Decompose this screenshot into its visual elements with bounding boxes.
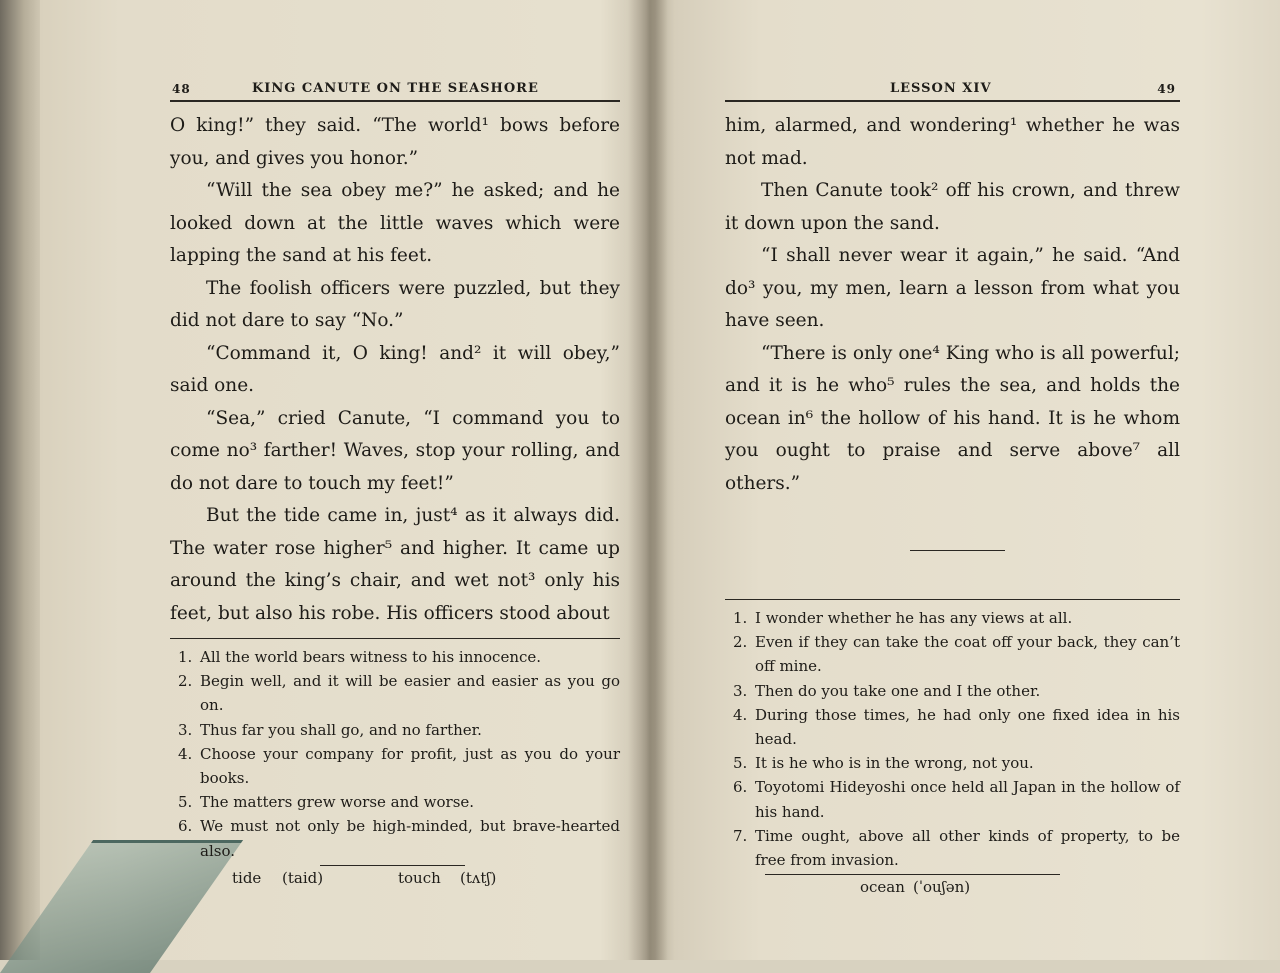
footnote-text: Toyotomi Hideyoshi once held all Japan in the hollow of his hand.	[755, 778, 1180, 821]
vocab-divider	[320, 865, 465, 866]
vocab-pronunciation: (ˈouʃən)	[913, 878, 971, 897]
vocab-word: tide	[232, 868, 262, 887]
footnote-text: Then do you take one and I the other.	[755, 681, 1041, 700]
right-vocabulary	[725, 878, 1180, 902]
footnote	[733, 703, 1180, 751]
book-cover-edge	[0, 0, 40, 960]
right-running-head	[725, 70, 1180, 102]
section-end-rule	[910, 550, 1005, 551]
footnote	[733, 630, 1180, 678]
right-page-number: 49	[1157, 82, 1176, 96]
footnote-number: 1.	[733, 609, 748, 627]
paragraph: “Sea,” cried Canute, “I command you to come no³ farther! Waves, stop your rolling, and do not dare to touch my feet!”	[170, 407, 620, 494]
footnote	[733, 751, 1180, 775]
left-running-head	[170, 70, 620, 102]
footnote-text: During those times, he had only one fixed idea in his head.	[755, 705, 1180, 749]
paragraph: But the tide came in, just⁴ as it always did. The water rose higher⁵ and higher. It came up around the king’s chair, and wet not³ only his feet, but also his robe. His officers stood about	[170, 505, 620, 624]
paragraph: “There is only one⁴ King who is all powerful; and it is he who⁵ rules the sea, and holds the ocean in⁶ the hollow of his hand. It is he whom you ought to praise and serve above⁷ all others.”	[725, 342, 1180, 494]
footnote	[178, 645, 620, 669]
right-body-text	[725, 110, 1180, 500]
footnote	[178, 742, 620, 790]
vocab-pronunciation: (tʌtʃ)	[460, 868, 497, 887]
footnote-text: The matters grew worse and worse.	[200, 793, 475, 812]
footnote	[178, 669, 620, 717]
footnote-text: Even if they can take the coat off your back, they can’t off mine.	[755, 633, 1180, 676]
footnote-number: 5.	[733, 754, 748, 773]
footnote-text: All the world bears witness to his innocence.	[200, 648, 542, 666]
footnote	[733, 606, 1180, 630]
left-vocabulary	[170, 869, 620, 893]
book-gutter	[628, 0, 668, 960]
footnote-divider	[170, 638, 620, 639]
footnote-number: 3.	[733, 681, 748, 700]
footnote-text: Thus far you shall go, and no farther.	[200, 720, 482, 739]
footnote-text: Choose your company for profit, just as you do your books.	[200, 744, 620, 788]
footnote-divider	[725, 599, 1180, 600]
footnote	[178, 718, 620, 742]
left-page	[170, 70, 620, 893]
right-page	[725, 70, 1180, 902]
footnote-number: 6.	[733, 778, 748, 797]
footnote	[733, 824, 1180, 872]
footnote-number: 2.	[178, 672, 193, 691]
right-footnotes	[725, 606, 1180, 872]
footnote-text: Begin well, and it will be easier and easier as you go on.	[200, 672, 620, 715]
paragraph: “Command it, O king! and² it will obey,” said one.	[170, 342, 620, 396]
footnote-number: 4.	[733, 705, 748, 724]
footnote-text: I wonder whether he has any views at all.	[755, 609, 1073, 627]
vocab-pronunciation: (taid)	[282, 868, 324, 887]
footnote-number: 7.	[733, 826, 748, 845]
left-body-text	[170, 110, 620, 630]
footnote-number: 1.	[178, 648, 193, 666]
paragraph: O king!” they said. “The world¹ bows before you, and gives you honor.”	[170, 115, 620, 169]
footnote-text: It is he who is in the wrong, not you.	[755, 754, 1034, 773]
vocab-word: ocean	[860, 878, 905, 897]
footnote	[178, 814, 620, 862]
paragraph: “Will the sea obey me?” he asked; and he looked down at the little waves which were lapping the sand at his feet.	[170, 180, 620, 266]
footnote	[178, 790, 620, 814]
footnote	[733, 775, 1180, 823]
paragraph: “I shall never wear it again,” he said. “And do³ you, my men, learn a lesson from what you have seen.	[725, 245, 1180, 331]
paragraph: The foolish officers were puzzled, but they did not dare to say “No.”	[170, 277, 620, 331]
footnote-text: We must not only be high-minded, but brave-hearted also.	[200, 817, 620, 860]
left-footnotes	[170, 645, 620, 863]
paragraph: Then Canute took² off his crown, and threw it down upon the sand.	[725, 180, 1180, 234]
footnote-number: 4.	[178, 744, 193, 763]
paragraph: him, alarmed, and wondering¹ whether he was not mad.	[725, 115, 1180, 169]
left-head-title: KING CANUTE ON THE SEASHORE	[252, 81, 539, 96]
footnote-number: 6.	[178, 817, 193, 836]
vocab-word: touch	[398, 868, 441, 887]
footnote-text: Time ought, above all other kinds of property, to be free from invasion.	[755, 826, 1180, 870]
footnote-number: 3.	[178, 720, 193, 739]
footnote-number: 5.	[178, 793, 193, 812]
footnote	[733, 679, 1180, 703]
right-head-title: LESSON XIV	[890, 81, 992, 96]
footnote-number: 2.	[733, 633, 748, 652]
vocab-divider	[765, 874, 1060, 875]
left-page-number: 48	[172, 82, 191, 96]
